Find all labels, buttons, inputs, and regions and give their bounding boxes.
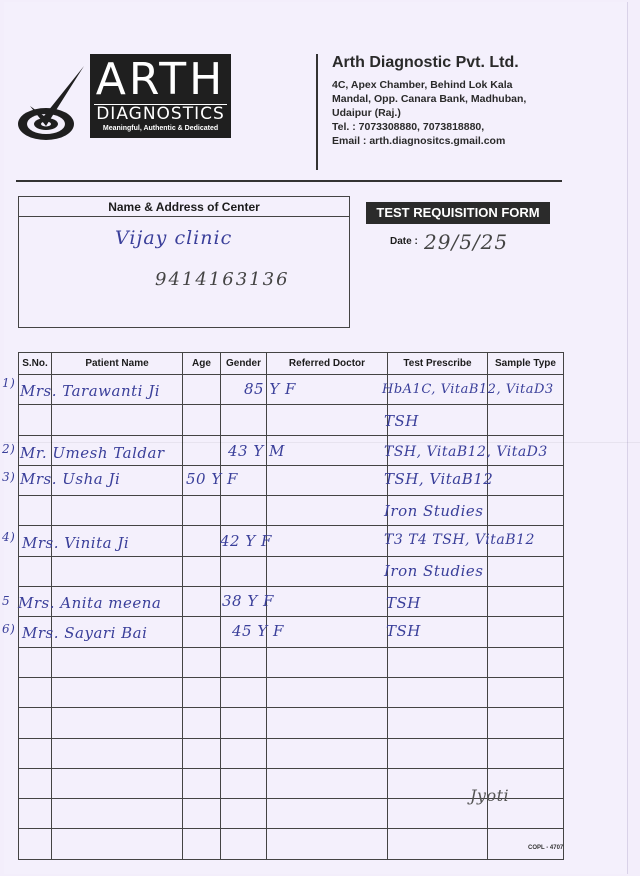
table-cell xyxy=(52,435,183,465)
table-cell xyxy=(221,435,267,465)
table-cell xyxy=(19,526,52,556)
table-cell xyxy=(488,708,564,738)
table-row xyxy=(19,556,564,586)
table-cell xyxy=(183,768,221,798)
table-cell xyxy=(183,647,221,677)
target-check-icon xyxy=(16,62,88,142)
table-cell xyxy=(488,405,564,435)
table-cell xyxy=(267,708,388,738)
table-cell xyxy=(488,375,564,405)
table-cell xyxy=(19,799,52,829)
table-cell xyxy=(488,587,564,617)
header-rule xyxy=(16,180,562,182)
table-cell xyxy=(221,677,267,707)
entry-3-test: TSH, VitaB12 xyxy=(384,470,494,488)
entry-6-name: Mrs. Sayari Bai xyxy=(22,624,148,642)
form-title: TEST REQUISITION FORM xyxy=(366,202,550,224)
table-cell xyxy=(267,647,388,677)
patient-table xyxy=(18,352,564,860)
table-cell xyxy=(488,617,564,647)
table-cell xyxy=(221,587,267,617)
entry-5-name: Mrs. Anita meena xyxy=(18,594,162,612)
table-cell xyxy=(267,799,388,829)
table-cell xyxy=(267,677,388,707)
table-cell xyxy=(19,768,52,798)
table-cell xyxy=(52,829,183,859)
logo-title: ARTH xyxy=(95,54,226,105)
table-cell xyxy=(183,738,221,768)
table-cell xyxy=(267,617,388,647)
table-cell xyxy=(388,405,488,435)
table-cell xyxy=(221,405,267,435)
table-cell xyxy=(221,465,267,495)
table-cell xyxy=(388,617,488,647)
table-cell xyxy=(183,465,221,495)
entry-5-test: TSH xyxy=(386,594,421,612)
email-line: Email : arth.diagnositcs.gmail.com xyxy=(332,135,506,147)
center-address-box xyxy=(18,196,350,328)
col-header-age: Age xyxy=(183,353,221,375)
entry-3-name: Mrs. Usha Ji xyxy=(20,470,121,488)
entry-1-name: Mrs. Tarawanti Ji xyxy=(20,382,161,400)
center-box-title: Name & Address of Center xyxy=(19,197,349,217)
logo-wordmark xyxy=(90,54,231,138)
table-cell xyxy=(19,829,52,859)
entry-4-test: T3 T4 TSH, VitaB12 xyxy=(384,532,535,548)
table-row xyxy=(19,708,564,738)
table-cell xyxy=(267,556,388,586)
table-cell xyxy=(183,829,221,859)
entry-3-age: 50 Y F xyxy=(186,470,238,488)
table-cell xyxy=(388,738,488,768)
table-cell xyxy=(221,526,267,556)
col-header-referred-doctor: Referred Doctor xyxy=(267,353,388,375)
table-row xyxy=(19,768,564,798)
table-cell xyxy=(52,496,183,526)
table-cell xyxy=(183,799,221,829)
table-cell xyxy=(19,647,52,677)
table-cell xyxy=(19,435,52,465)
table-cell xyxy=(52,677,183,707)
address-line: 4C, Apex Chamber, Behind Lok Kala xyxy=(332,79,513,91)
entry-2-test: TSH, VitaB12, VitaD3 xyxy=(384,444,548,460)
header-divider xyxy=(316,54,318,170)
table-cell xyxy=(19,587,52,617)
table-cell xyxy=(267,768,388,798)
table-cell xyxy=(388,526,488,556)
table-row xyxy=(19,647,564,677)
entry-5-age: 38 Y F xyxy=(222,592,274,610)
entry-4-test-2: Iron Studies xyxy=(384,562,484,580)
table-cell xyxy=(52,708,183,738)
table-row xyxy=(19,435,564,465)
paper-fold xyxy=(4,442,640,443)
table-cell xyxy=(19,405,52,435)
table-cell xyxy=(221,799,267,829)
table-cell xyxy=(267,435,388,465)
entry-6-age: 45 Y F xyxy=(232,622,284,640)
company-logo xyxy=(16,54,231,144)
date-value: 29/5/25 xyxy=(424,230,509,254)
logo-subtitle: DIAGNOSTICS xyxy=(94,104,227,123)
entry-1-test: HbA1C, VitaB12, VitaD3 xyxy=(382,382,554,397)
table-cell xyxy=(19,617,52,647)
entry-2-name: Mr. Umesh Taldar xyxy=(20,444,165,462)
entry-2-sno: 2) xyxy=(2,442,16,456)
table-cell xyxy=(221,617,267,647)
table-cell xyxy=(19,738,52,768)
table-cell xyxy=(221,375,267,405)
table-row xyxy=(19,405,564,435)
table-row xyxy=(19,587,564,617)
table-cell xyxy=(19,496,52,526)
table-cell xyxy=(183,496,221,526)
table-cell xyxy=(221,768,267,798)
table-cell xyxy=(388,435,488,465)
table-cell xyxy=(183,708,221,738)
logo-tagline: Meaningful, Authentic & Dedicated xyxy=(102,125,219,132)
table-cell xyxy=(267,375,388,405)
entry-1-sno: 1) xyxy=(2,376,16,390)
table-row xyxy=(19,465,564,495)
table-cell xyxy=(388,768,488,798)
table-cell xyxy=(52,738,183,768)
col-header-sample-type: Sample Type xyxy=(488,353,564,375)
table-cell xyxy=(19,375,52,405)
table-cell xyxy=(488,465,564,495)
table-cell xyxy=(221,829,267,859)
table-body xyxy=(19,375,564,860)
table-cell xyxy=(388,677,488,707)
entry-5-sno: 5 xyxy=(2,594,11,608)
table-cell xyxy=(52,405,183,435)
entry-3-sno: 3) xyxy=(2,470,16,484)
table-cell xyxy=(52,799,183,829)
table-cell xyxy=(488,829,564,859)
table-cell xyxy=(221,708,267,738)
table-cell xyxy=(488,677,564,707)
table-row xyxy=(19,738,564,768)
table-cell xyxy=(183,677,221,707)
table-cell xyxy=(183,435,221,465)
entry-4-sno: 4) xyxy=(2,530,16,544)
col-header-patient-name: Patient Name xyxy=(52,353,183,375)
table-cell xyxy=(388,829,488,859)
table-cell xyxy=(52,587,183,617)
entry-3-test-2: Iron Studies xyxy=(384,502,484,520)
entry-6-test: TSH xyxy=(386,622,421,640)
signature: Jyoti xyxy=(470,786,510,805)
date-label: Date : xyxy=(390,236,418,247)
table-cell xyxy=(488,496,564,526)
table-cell xyxy=(183,556,221,586)
table-cell xyxy=(267,829,388,859)
table-cell xyxy=(388,465,488,495)
address-line: Mandal, Opp. Canara Bank, Madhuban, xyxy=(332,93,527,105)
table-cell xyxy=(267,465,388,495)
entry-2-age: 43 Y M xyxy=(228,442,285,460)
table-cell xyxy=(488,768,564,798)
table-cell xyxy=(388,556,488,586)
table-row xyxy=(19,526,564,556)
company-info xyxy=(332,54,592,148)
table-cell xyxy=(52,465,183,495)
table-cell xyxy=(183,405,221,435)
table-cell xyxy=(52,617,183,647)
col-header-sno: S.No. xyxy=(19,353,52,375)
phone-line: Tel. : 7073308880, 7073818880, xyxy=(332,121,485,133)
table-cell xyxy=(183,587,221,617)
table-cell xyxy=(267,738,388,768)
table-cell xyxy=(267,587,388,617)
table-cell xyxy=(221,647,267,677)
table-cell xyxy=(488,738,564,768)
table-cell xyxy=(19,556,52,586)
table-row xyxy=(19,799,564,829)
table-cell xyxy=(19,465,52,495)
form-code: COPL - 4707 xyxy=(528,845,564,851)
company-name: Arth Diagnostic Pvt. Ltd. xyxy=(332,54,519,71)
center-name: Vijay clinic xyxy=(115,227,233,249)
table-cell xyxy=(388,647,488,677)
table-cell xyxy=(183,526,221,556)
table-cell xyxy=(183,617,221,647)
table-cell xyxy=(52,526,183,556)
center-phone: 9414163136 xyxy=(155,269,290,290)
col-header-gender: Gender xyxy=(221,353,267,375)
table-cell xyxy=(267,526,388,556)
table-row xyxy=(19,617,564,647)
table-cell xyxy=(388,587,488,617)
table-cell xyxy=(221,556,267,586)
table-cell xyxy=(488,526,564,556)
table-cell xyxy=(488,556,564,586)
table-cell xyxy=(19,708,52,738)
table-row xyxy=(19,496,564,526)
table-cell xyxy=(388,496,488,526)
table-cell xyxy=(221,738,267,768)
table-cell xyxy=(52,556,183,586)
requisition-sheet xyxy=(4,2,628,874)
table-cell xyxy=(388,799,488,829)
table-cell xyxy=(267,496,388,526)
col-header-test-prescribe: Test Prescribe xyxy=(388,353,488,375)
table-cell xyxy=(183,375,221,405)
table-cell xyxy=(52,375,183,405)
table-cell xyxy=(221,496,267,526)
table-row xyxy=(19,375,564,405)
entry-4-name: Mrs. Vinita Ji xyxy=(22,534,130,552)
table-cell xyxy=(488,435,564,465)
table-row xyxy=(19,829,564,859)
table-cell xyxy=(488,799,564,829)
entry-6-sno: 6) xyxy=(2,622,16,636)
entry-1-age: 85 Y F xyxy=(244,380,296,398)
entry-4-age: 42 Y F xyxy=(220,532,272,550)
table-row xyxy=(19,677,564,707)
table-cell xyxy=(19,677,52,707)
table-cell xyxy=(388,708,488,738)
table-cell xyxy=(388,375,488,405)
table-cell xyxy=(52,647,183,677)
table-cell xyxy=(267,405,388,435)
table-header-row xyxy=(19,353,564,375)
address-line: Udaipur (Raj.) xyxy=(332,107,401,119)
entry-1-test-2: TSH xyxy=(384,412,419,430)
table-cell xyxy=(52,768,183,798)
table-cell xyxy=(488,647,564,677)
